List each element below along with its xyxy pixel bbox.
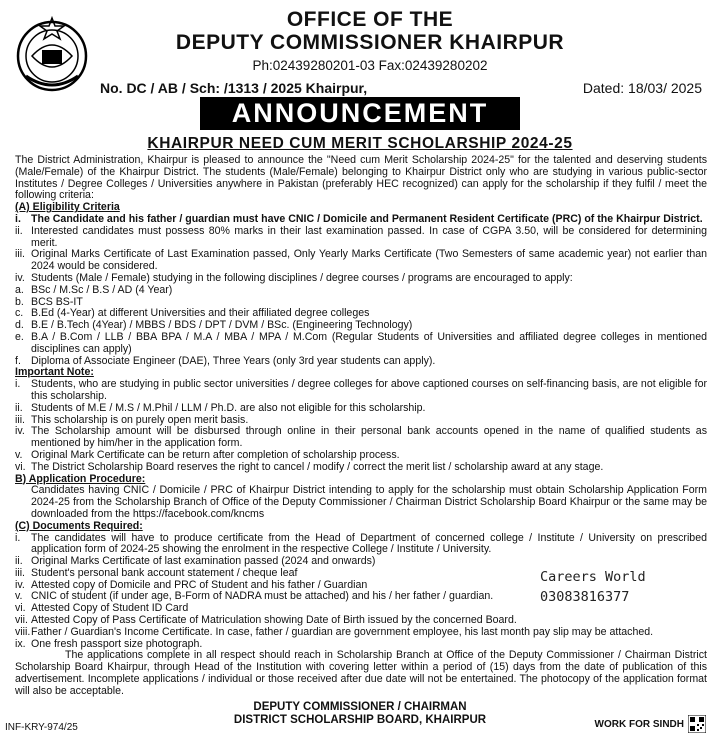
- date-line: Dated: 18/03/ 2025: [582, 80, 702, 96]
- application-procedure-heading: B) Application Procedure:: [15, 472, 146, 485]
- office-title-line1: OFFICE OF THE: [286, 8, 454, 31]
- list-item: ii. Students of M.E / M.S / M.Phil / LLM / Ph.D. are also not eligible for this scholarship.: [15, 401, 426, 414]
- qr-code-icon: [688, 715, 706, 733]
- list-item: iii. This scholarship is on purely open merit basis.: [15, 413, 249, 426]
- phone-fax: Ph:02439280201-03 Fax:02439280202: [252, 58, 488, 73]
- documents-heading: (C) Documents Required:: [15, 519, 143, 532]
- list-item: vi. The District Scholarship Board reserves the right to cancel / modify / correct the merit list / scholarship award at any stage.: [15, 460, 604, 473]
- important-note-list: [15, 379, 707, 473]
- list-item: v. CNIC of student (if under age, B-Form of NADRA must be attached) and his / her father / guardian.: [15, 590, 494, 603]
- list-item: ix. One fresh passport size photograph.: [15, 637, 203, 650]
- list-item: iii. Student's personal bank account statement / cheque leaf: [15, 566, 298, 579]
- list-item: b. BCS BS-IT: [15, 295, 83, 308]
- list-item: iv. Students (Male / Female) studying in the following disciplines / degree courses / programs are encouraged to apply:: [15, 271, 573, 284]
- list-item: vii. Attested Copy of Pass Certificate of Matriculation showing Date of Birth issued by the concerned Board.: [15, 614, 517, 627]
- list-item: ii. Original Marks Certificate of last examination passed (2024 and onwards): [15, 555, 376, 568]
- scholarship-title: KHAIRPUR NEED CUM MERIT SCHOLARSHIP 2024-25: [147, 135, 573, 152]
- important-note-heading: Important Note:: [15, 366, 94, 379]
- list-item: f. Diploma of Associate Engineer (DAE), Three Years (only 3rd year students can apply).: [15, 354, 436, 367]
- list-item: e. B.A / B.Com / LLB / BBA BPA / M.A / MBA / MPA / M.Com (Regular Students of Universities and affiliated degree colleges in mentioned disciplines can apply): [15, 330, 707, 355]
- intro-paragraph: The District Administration, Khairpur is pleased to announce the "Need cum Merit Scholarship 2024-25" for the talented and deserving students (Male/Female) of the Khairpur District. The students (Male/Female) belonging to Khairpur District only who are studying in various public-sector Institutes / Degree Colleges / Universities anywhere in Pakistan (preferably HEC recognized) can apply for the scholarship if they fulfil / meet the following criteria:: [15, 154, 707, 202]
- list-item: i. The Candidate and his father / guardian must have CNIC / Domicile and Permanent Resident Certificate (PRC) of the Khairpur District.: [15, 212, 703, 225]
- list-item: vi. Attested Copy of Student ID Card: [15, 602, 189, 615]
- list-item: iv. The Scholarship amount will be disbursed through online in their personal bank accounts opened in the name of qualified students as mentioned by him/her in the application form.: [15, 425, 707, 450]
- list-item: a. BSc / M.Sc / B.S / AD (4 Year): [15, 283, 173, 296]
- list-item: viii. Father / Guardian's Income Certificate. In case, father / guardian are government employee, his last month pay slip may be attached.: [15, 625, 654, 638]
- eligibility-heading: (A) Eligibility Criteria: [15, 201, 120, 214]
- list-item: c. B.Ed (4-Year) at different Universities and their affiliated degree colleges: [15, 307, 370, 320]
- closing-paragraph: The applications complete in all respect should reach in Scholarship Branch at Office of the Deputy Commissioner / Chairman District Scholarship Board Khairpur, through Head of the Institution with covering letter within a period of (15) days from the date of publication of this advertisement. Incomplete applications / individual or those received after due date will not be entertained. The photocopy of the application format will also be acceptable.: [15, 649, 707, 697]
- eligibility-list: [15, 214, 707, 367]
- work-for-sindh-label: WORK FOR SINDH: [594, 718, 684, 730]
- watermark-name: Careers World: [540, 569, 646, 585]
- application-procedure-text: Candidates having CNIC / Domicile / PRC of Khairpur District intending to apply for the scholarship must obtain Scholarship Application Form 2024-25 from the Scholarship Branch of Office of the Deputy Commissioner / Chairman District Scholarship Board Khairpur or the same may be downloaded from the https://facebook.com/kncms: [31, 484, 707, 520]
- list-item: d. B.E / B.Tech (4Year) / MBBS / BDS / DPT / DVM / BSc. (Engineering Technology): [15, 319, 413, 332]
- reference-number: No. DC / AB / Sch: /1313 / 2025 Khairpur,: [100, 80, 368, 96]
- announcement-body: [15, 155, 707, 698]
- list-item: i. The candidates will have to produce certificate from the Head of Department of concerned college / Institute / University on prescribed application form of 2024-25 showing the enrolment in the respective College / Institute / University.: [15, 531, 707, 556]
- list-item: iii. Original Marks Certificate of Last Examination passed, Only Yearly Marks Certificate (Two Semesters of same academic year) not earlier than 2024 would be considered.: [15, 248, 707, 273]
- list-item: ii. Interested candidates must possess 80% marks in their last examination passed. In case of CGPA 3.50, will be considered for determining merit.: [15, 224, 707, 249]
- announcement-banner: ANNOUNCEMENT: [200, 97, 520, 130]
- office-title-line2: DEPUTY COMMISSIONER KHAIRPUR: [175, 31, 565, 54]
- careers-world-watermark: [540, 567, 646, 607]
- list-item: iv. Attested copy of Domicile and PRC of Student and his father / Guardian: [15, 578, 368, 591]
- inf-code: INF-KRY-974/25: [5, 722, 78, 733]
- work-for-sindh-badge: [595, 715, 706, 733]
- signature-line2: DISTRICT SCHOLARSHIP BOARD, KHAIRPUR: [233, 714, 487, 726]
- list-item: i. Students, who are studying in public sector universities / degree colleges for above captioned courses on self-financing basis, are not eligible for this scholarship.: [15, 378, 707, 402]
- watermark-phone: 03083816377: [540, 589, 630, 605]
- signature-line1: DEPUTY COMMISSIONER / CHAIRMAN: [253, 701, 467, 713]
- list-item: v. Original Mark Certificate can be return after completion of scholarship process.: [15, 448, 400, 461]
